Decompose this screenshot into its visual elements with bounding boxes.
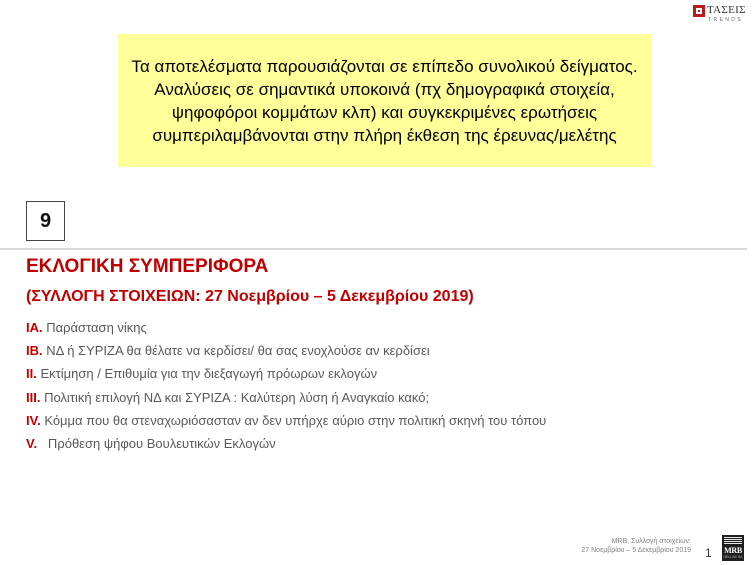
mrb-logo-subtext: HELLAS SA — [723, 555, 743, 559]
disclaimer-note — [118, 34, 651, 167]
list-item — [26, 316, 546, 339]
data-collection-period: (ΣΥΛΛΟΓΗ ΣΤΟΙΧΕΙΩΝ: 27 Νοεμβρίου – 5 Δεκεμβρίου 2019) — [26, 288, 474, 305]
list-item — [26, 409, 546, 432]
item-marker: ΙA. — [26, 320, 43, 335]
brand-logo-top — [693, 4, 745, 24]
footer-line-2: 27 Νοεμβρίου – 5 Δεκεμβρίου 2019 — [581, 547, 691, 554]
section-title: ΕΚΛΟΓΙΚΗ ΣΥΜΠΕΡΙΦΟΡΑ — [26, 256, 269, 277]
item-text: Πολιτική επιλογή ΝΔ και ΣΥΡΙΖΑ : Καλύτερη λύση ή Αναγκαίο κακό; — [40, 389, 430, 405]
brand-tagline: TRENDS — [708, 17, 743, 23]
list-item — [26, 386, 546, 409]
list-item — [26, 339, 546, 362]
item-marker: V. — [26, 436, 38, 452]
footer-line-1: MRB, Συλλογή στοιχείων: — [611, 538, 691, 545]
item-text: Κόμμα που θα στεναχωριόσασταν αν δεν υπήρχε αύριο στην πολιτική σκηνή του τόπου — [40, 412, 547, 428]
item-text: ΝΔ ή ΣΥΡΙΖΑ θα θέλατε να κερδίσει/ θα σας ενοχλούσε αν κερδίσει — [42, 343, 430, 359]
item-text: Εκτίμηση / Επιθυμία για την διεξαγωγή πρόωρων εκλογών — [36, 366, 378, 382]
section-number: 9 — [26, 201, 65, 241]
item-marker: ΙV. — [26, 412, 41, 428]
mrb-logo-stripes-icon — [724, 537, 742, 545]
brand-name: ΤΑΣΕΙΣ — [707, 4, 746, 16]
disclaimer-text: Τα αποτελέσματα παρουσιάζονται σε επίπεδο συνολικού δείγματος. Αναλύσεις σε σημαντικά υποκοινά (πχ δημογραφικά στοιχεία, ψηφοφόροι κομμάτων κλπ) και συγκεκριμένες ερωτήσεις συμπεριλαμβάνονται στην πλήρη έκθεση της έρευνας/μελέτης — [131, 56, 638, 145]
topics-list — [26, 316, 546, 455]
footer-source — [581, 537, 691, 555]
item-marker: ΙΙ. — [26, 366, 37, 382]
list-item — [26, 432, 546, 455]
brand-mark-icon — [693, 5, 705, 17]
divider — [0, 248, 747, 250]
item-marker: ΙΙΙ. — [26, 389, 41, 405]
mrb-logo — [722, 535, 744, 561]
page-number: 1 — [705, 546, 712, 560]
item-text: Πρόθεση ψήφου Βουλευτικών Εκλογών — [37, 436, 276, 452]
item-text: Παράσταση νίκης — [42, 320, 147, 335]
mrb-logo-text: MRB — [724, 546, 742, 555]
item-marker: ΙΒ. — [26, 343, 43, 359]
list-item — [26, 362, 546, 385]
